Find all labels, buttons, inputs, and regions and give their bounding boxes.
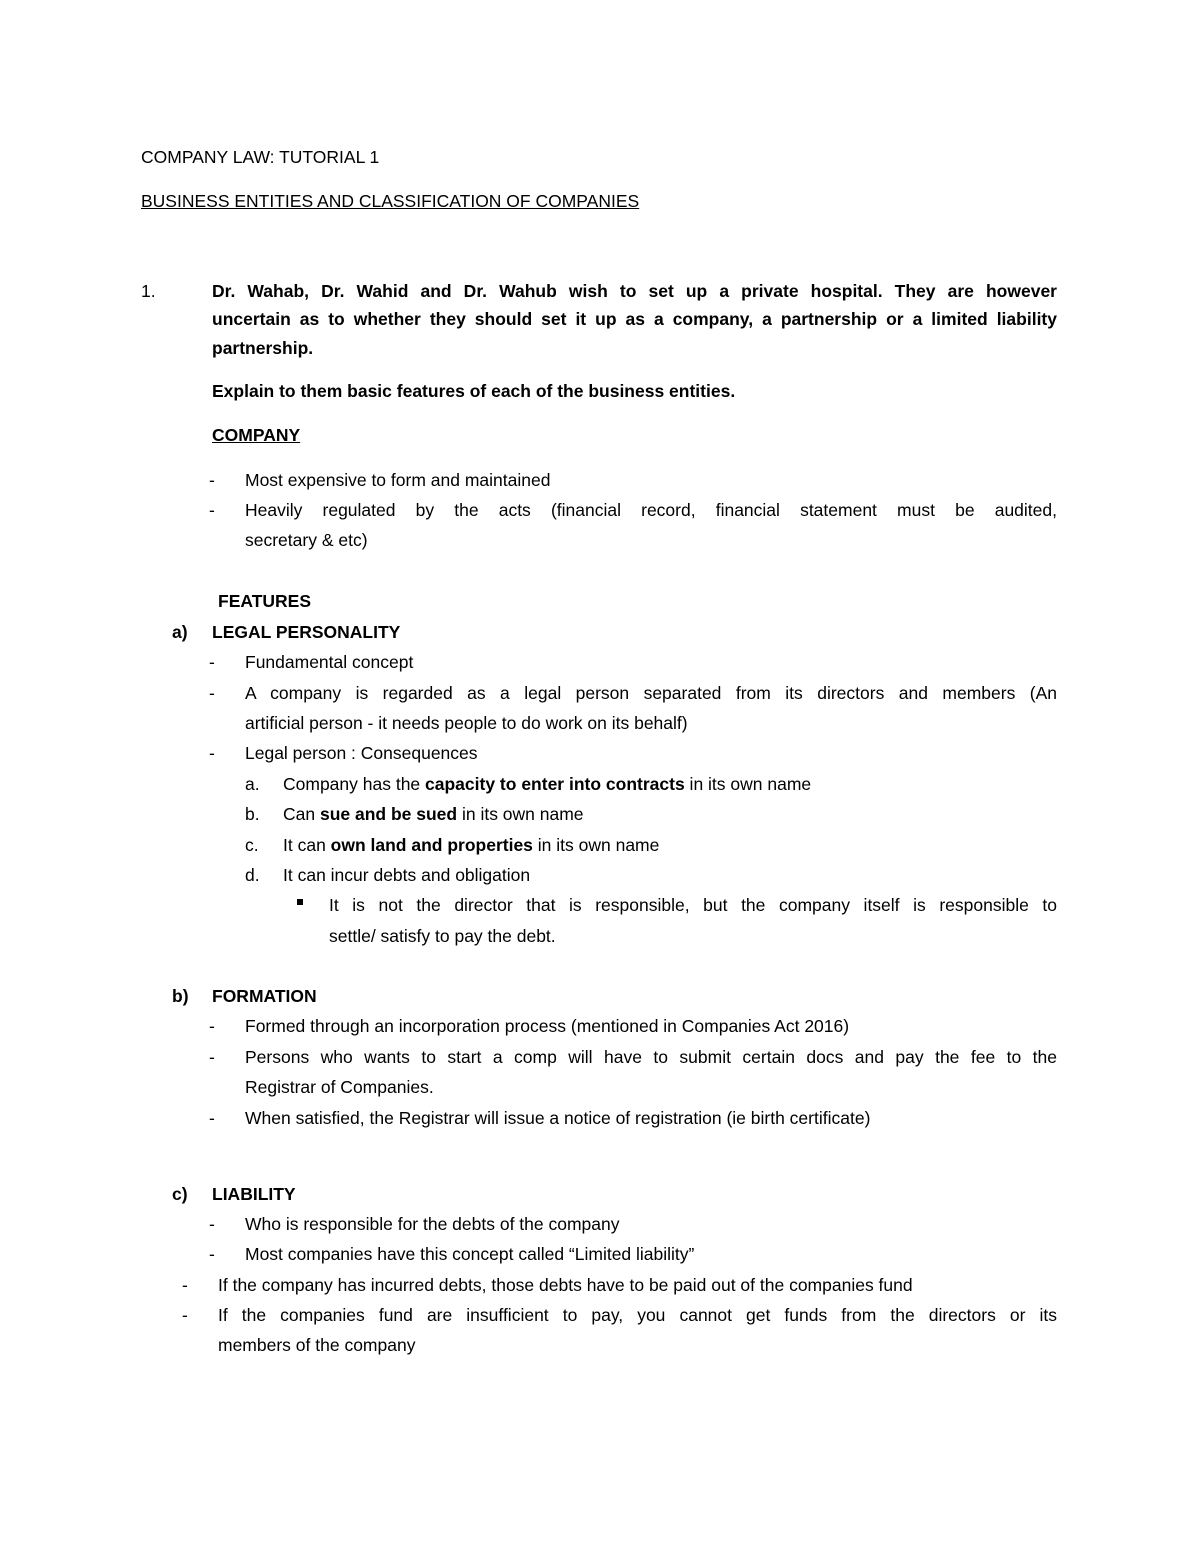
consequence-letter-a: a.	[245, 774, 260, 794]
consequence-b-post: in its own name	[457, 804, 584, 824]
bullet-dash: -	[209, 1214, 215, 1234]
consequence-a	[283, 769, 811, 799]
liability-bullet-4-line-1: If the companies fund are insufficient to pay, you cannot get funds from the directors or its	[218, 1305, 1057, 1325]
company-bullet-2-line-2: secretary & etc)	[245, 530, 368, 550]
debt-note-line-1: It is not the director that is responsible, but the company itself is responsible to	[329, 895, 1057, 915]
bullet-dash: -	[209, 470, 215, 490]
consequence-c-post: in its own name	[532, 835, 660, 855]
document-title: COMPANY LAW: TUTORIAL 1	[141, 147, 380, 167]
consequence-b-pre: Can	[283, 804, 320, 824]
consequence-letter-d: d.	[245, 865, 260, 885]
consequence-b-bold: sue and be sued	[319, 804, 458, 824]
question-instruction: Explain to them basic features of each of the business entities.	[212, 381, 736, 401]
consequence-d: It can incur debts and obligation	[283, 865, 531, 885]
consequence-a-pre: Company has the	[283, 774, 426, 794]
consequence-c-bold: own land and properties	[330, 835, 533, 855]
formation-bullet-3: When satisfied, the Registrar will issue a notice of registration (ie birth certificate)	[245, 1108, 871, 1128]
bullet-dash: -	[209, 652, 215, 672]
bullet-dash: -	[209, 743, 215, 763]
legal-bullet-3: Legal person : Consequences	[245, 743, 478, 763]
question-text-line-1: Dr. Wahab, Dr. Wahid and Dr. Wahub wish to set up a private hospital. They are however	[212, 281, 1057, 301]
bullet-dash: -	[209, 1108, 215, 1128]
bullet-dash: -	[209, 683, 215, 703]
bullet-dash: -	[182, 1275, 188, 1295]
bullet-dash: -	[209, 1016, 215, 1036]
legal-bullet-2-line-2: artificial person - it needs people to do work on its behalf)	[245, 713, 688, 733]
legal-personality-heading: LEGAL PERSONALITY	[212, 622, 401, 642]
formation-bullet-1: Formed through an incorporation process (mentioned in Companies Act 2016)	[245, 1016, 850, 1036]
legal-bullet-2-line-1: A company is regarded as a legal person separated from its directors and members (An	[245, 683, 1057, 703]
bullet-dash: -	[209, 500, 215, 520]
square-bullet-icon	[297, 899, 303, 905]
question-text-line-3: partnership.	[212, 338, 314, 358]
consequence-c-pre: It can	[283, 835, 331, 855]
section-letter-c: c)	[172, 1184, 188, 1204]
company-heading: COMPANY	[212, 425, 301, 445]
question-number: 1.	[141, 281, 156, 301]
liability-bullet-2: Most companies have this concept called “Limited liability”	[245, 1244, 695, 1264]
question-text-line-2: uncertain as to whether they should set it up as a company, a partnership or a limited liability	[212, 309, 1057, 329]
section-letter-b: b)	[172, 986, 189, 1006]
consequence-b	[283, 799, 584, 829]
liability-heading: LIABILITY	[212, 1184, 296, 1204]
formation-bullet-2-line-2: Registrar of Companies.	[245, 1077, 434, 1097]
consequence-letter-b: b.	[245, 804, 260, 824]
formation-bullet-2-line-1: Persons who wants to start a comp will have to submit certain docs and pay the fee to the	[245, 1047, 1057, 1067]
debt-note-line-2: settle/ satisfy to pay the debt.	[329, 926, 556, 946]
features-heading: FEATURES	[218, 591, 312, 611]
liability-bullet-3: If the company has incurred debts, those debts have to be paid out of the companies fund	[218, 1275, 913, 1295]
legal-bullet-1: Fundamental concept	[245, 652, 414, 672]
formation-heading: FORMATION	[212, 986, 317, 1006]
company-bullet-2-line-1: Heavily regulated by the acts (financial record, financial statement must be audited,	[245, 500, 1057, 520]
bullet-dash: -	[209, 1244, 215, 1264]
consequence-c	[283, 830, 659, 860]
consequence-a-post: in its own name	[684, 774, 812, 794]
document-subtitle: BUSINESS ENTITIES AND CLASSIFICATION OF COMPANIES	[141, 191, 640, 211]
consequence-a-bold: capacity to enter into contracts	[425, 774, 685, 794]
liability-bullet-1: Who is responsible for the debts of the company	[245, 1214, 620, 1234]
consequence-letter-c: c.	[245, 835, 259, 855]
bullet-dash: -	[209, 1047, 215, 1067]
section-letter-a: a)	[172, 622, 188, 642]
company-bullet-1: Most expensive to form and maintained	[245, 470, 551, 490]
liability-bullet-4-line-2: members of the company	[218, 1335, 416, 1355]
bullet-dash: -	[182, 1305, 188, 1325]
